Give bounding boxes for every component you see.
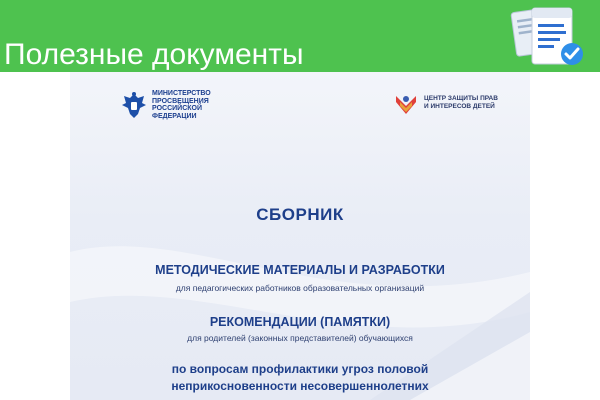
center-logo-icon [392,90,420,118]
banner-title: Полезные документы [4,38,304,71]
subtitle-teachers: для педагогических работников образовательных организаций [175,283,425,293]
purpose-line-2: неприкосновенности несовершеннолетних [171,379,429,393]
cover-background [70,72,530,400]
center-line: И ИНТЕРЕСОВ ДЕТЕЙ [424,103,495,110]
eagle-emblem-icon [120,90,148,120]
collection-title: СБОРНИК [256,205,344,224]
heading-methodical: МЕТОДИЧЕСКИЕ МАТЕРИАЛЫ И РАЗРАБОТКИ [155,263,445,277]
center-name [424,95,529,111]
header-banner [0,0,600,72]
ministry-line: РОССИЙСКОЙ [152,105,202,112]
subtitle-parents: для родителей (законных представителей) обучающихся [187,333,413,343]
ministry-line: ФЕДЕРАЦИИ [152,112,197,120]
ministry-name [152,90,262,120]
heading-recommendations: РЕКОМЕНДАЦИИ (ПАМЯТКИ) [209,315,391,329]
ministry-line: МИНИСТЕРСТВО [152,90,211,97]
center-line: ЦЕНТР ЗАЩИТЫ ПРАВ [424,95,498,102]
documents-check-icon [508,4,592,70]
ministry-line: ПРОСВЕЩЕНИЯ [152,97,209,105]
document-cover [70,72,530,400]
purpose-line-1: по вопросам профилактики угроз половой [171,362,429,376]
